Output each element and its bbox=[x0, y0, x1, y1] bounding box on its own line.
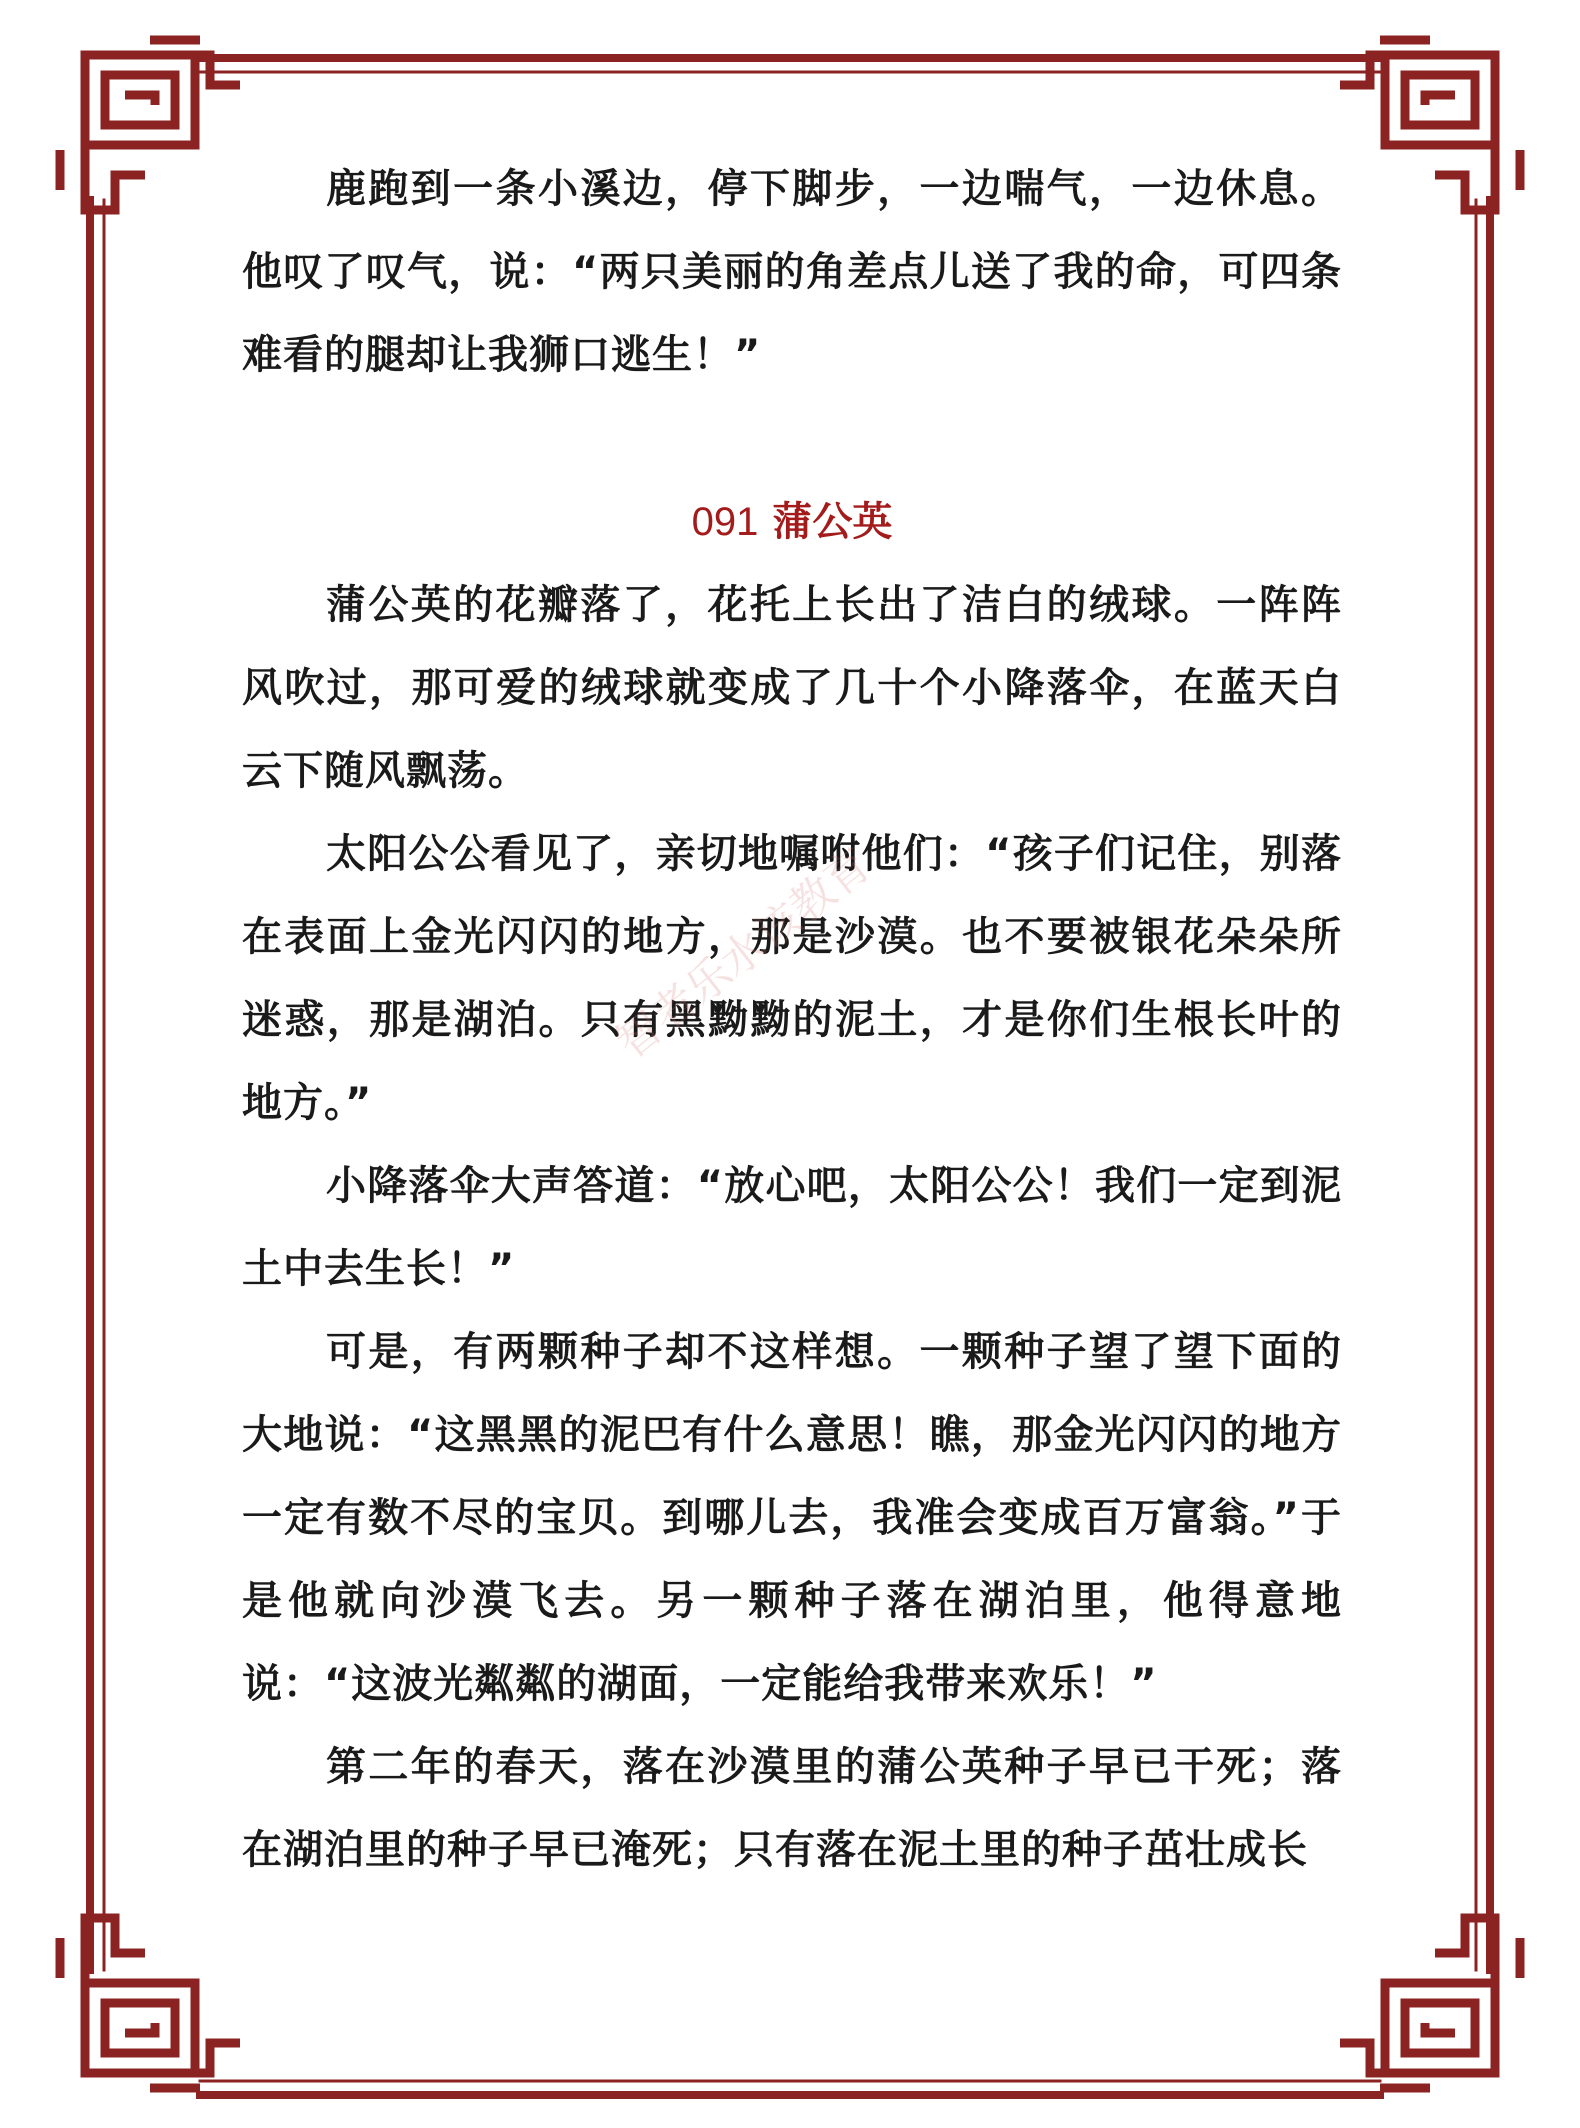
corner-ornament-top-left bbox=[60, 40, 240, 210]
corner-ornament-bottom-right bbox=[1340, 1918, 1520, 2088]
article-body bbox=[242, 148, 1342, 1892]
paragraph-2: 太阳公公看见了，亲切地嘱咐他们：“孩子们记住，别落在表面上金光闪闪的地方，那是沙漠。也不要被银花朵朵所迷惑，那是湖泊。只有黑黝黝的泥土，才是你们生根长叶的地方。” bbox=[242, 831, 1342, 1126]
paragraph-4: 可是，有两颗种子却不这样想。一颗种子望了望下面的大地说：“这黑黑的泥巴有什么意思！瞧，那金光闪闪的地方一定有数不尽的宝贝。到哪儿去，我准会变成百万富翁。”于是他就向沙漠飞去。另一颗种子落在湖泊里，他得意地说：“这波光粼粼的湖面，一定能给我带来欢乐！” bbox=[242, 1329, 1342, 1707]
section-heading bbox=[242, 481, 1342, 564]
paragraph-1: 蒲公英的花瓣落了，花托上长出了洁白的绒球。一阵阵风吹过，那可爱的绒球就变成了几十个小降落伞，在蓝天白云下随风飘荡。 bbox=[242, 582, 1342, 794]
corner-ornament-bottom-left bbox=[60, 1918, 240, 2088]
section-number: 091 bbox=[691, 500, 759, 544]
paragraph-5: 第二年的春天，落在沙漠里的蒲公英种子早已干死；落在湖泊里的种子早已淹死；只有落在泥土里的种子茁壮成长 bbox=[242, 1744, 1342, 1873]
paragraph-3: 小降落伞大声答道：“放心吧，太阳公公！我们一定到泥土中去生长！” bbox=[242, 1163, 1342, 1292]
watermark-text: 智者乐水该教育 bbox=[606, 839, 881, 1069]
corner-ornament-top-right bbox=[1340, 40, 1520, 210]
paragraph-deer-ending: 鹿跑到一条小溪边，停下脚步，一边喘气，一边休息。他叹了叹气，说：“两只美丽的角差点儿送了我的命，可四条难看的腿却让我狮口逃生！” bbox=[242, 166, 1342, 378]
section-title: 蒲公英 bbox=[772, 499, 893, 545]
